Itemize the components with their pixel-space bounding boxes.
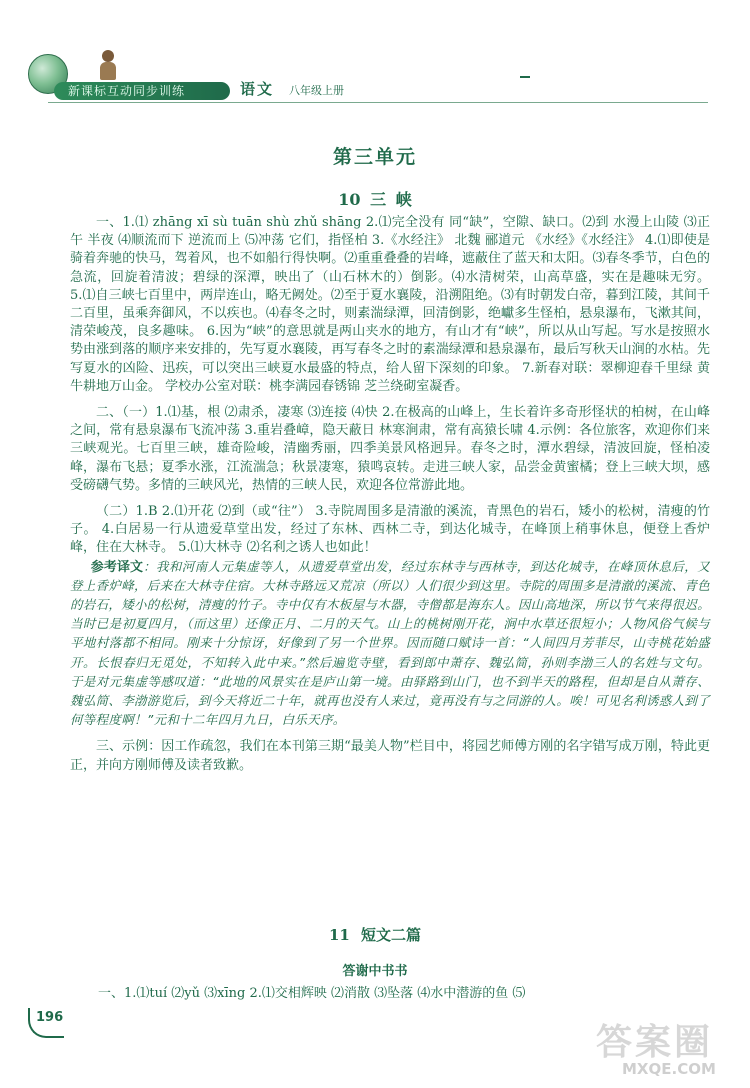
- series-title: 新课标互动同步训练: [54, 82, 230, 100]
- header-mark: [520, 76, 530, 78]
- answer-section-3: 三、示例：因工作疏忽，我们在本刊第三期“最美人物”栏目中，将园艺师傅方刚的名字错写成万刚，特此更正，并向方刚师傅及读者致歉。: [70, 739, 710, 773]
- header-divider: [48, 102, 708, 103]
- lesson-11-title: 11 短文二篇: [328, 926, 422, 944]
- answer-section-1: 一、1.⑴ zhāng xī sù tuān shù zhǔ shāng 2.⑴完全没有 同“缺”，空隙、缺口。⑵到 水漫上山陵 ⑶正午 半夜 ⑷顺流而下 逆流而上 ⑸冲荡 它们，指怪柏 3.《水经注》 北魏 郦道元 《水经》《水经注》 4.⑴即使是骑着奔驰的快马，驾着风，也不如船行得快啊。⑵重重叠叠的岩峰，遮蔽住了蓝天和太阳。⑶春冬季节，白色的急流，回旋着清波；碧绿的深潭，映出了（山石林木的）倒影。⑷水清树荣，山高草盛，实在是趣味无穷。 5.⑴自三峡七百里中，两岸连山，略无阙处。⑵至于夏水襄陵，沿溯阻绝。⑶有时朝发白帝，暮到江陵，其间千二百里，虽乘奔御风，不以疾也。⑷春冬之时，则素湍绿潭，回清倒影，绝巘多生怪柏，悬泉瀑布，飞漱其间，清荣峻茂，良多趣味。 6.因为“峡”的意思就是两山夹水的地方，有山才有“峡”，所以从山写起。写水是按照水势由涨到落的顺序来安排的，先写夏水襄陵，再写春冬之时的素湍绿潭和悬泉瀑布，最后写秋天山涧的水枯。先写夏水的凶险、迅疾，可以突出三峡夏水最盛的特点，给人留下深刻的印象。 7.新春对联：翠柳迎春千里绿 黄牛耕地万山金。 学校办公室对联：桃李满园春锈锦 芝兰绕砌室凝香。: [70, 215, 710, 394]
- page-number: 196: [36, 1010, 64, 1025]
- watermark-logo: [596, 1014, 746, 1084]
- watermark-url: MXQE.COM: [622, 1060, 716, 1078]
- subject-label: 语文: [240, 80, 275, 98]
- lesson-10-title: 10 三 峡: [338, 190, 412, 209]
- grade-label: 八年级上册: [289, 84, 344, 97]
- reference-translation: [70, 558, 710, 731]
- translation-text: ：我和河南人元集虚等人，从遗爱草堂出发，经过东林寺与西林寺，到达化城寺，在峰顶休息后，又登上香炉峰，后来在大林寺住宿。大林寺路远又荒凉（所以）人们很少到这里。寺院的周围多是清澈的溪流、青色的岩石，矮小的松树，清瘦的竹子。寺中仅有木板屋与木器，寺僧都是海东人。因山高地深，所以节气来得很迟。当时已是初夏四月，（而这里）还像正月、二月的天气。山上的桃树刚开花，涧中水草还很短小；人物风俗气候与平地村落都不相同。刚来十分惊讶，好像到了另一个世界。因而随口赋诗一首：“人间四月芳菲尽，山寺桃花始盛开。长恨春归无觅处，不知转入此中来。”然后遍览寺壁，看到郎中萧存、魏弘简，孙则李渤三人的名姓与文句。于是对元集虚等感叹道：“此地的风景实在是庐山第一境。由驿路到山门，也不到半天的路程，但却是自从萧存、魏弘简、李渤游览后，到今天将近二十年，就再也没有人来过，竟再没有与之同游的人。唉！可见名利诱惑人到了何等程度啊！”元和十二年四月九日，白乐天序。: [70, 558, 711, 728]
- translation-label: 参考译文: [90, 559, 144, 575]
- lesson-11-subtitle: 答谢中书书: [342, 964, 408, 979]
- unit-title: 第三单元: [332, 146, 417, 168]
- page-number-badge: [28, 1008, 64, 1038]
- answer-section-2-part-2: （二）1.B 2.⑴开花 ⑵到（或“往”） 3.寺院周围多是清澈的溪流，青黑色的岩石，矮小的松树，清瘦的竹子。 4.白居易一行从遗爱草堂出发，经过了东林、西林二寺，到达化城寺，在峰顶上稍事休息，便登上香炉峰，住在大林寺。 5.⑴大林寺 ⑵名利之诱人也如此！: [70, 504, 710, 556]
- answer-section-2-part-1: 二、（一）1.⑴基，根 ⑵肃杀，凄寒 ⑶连接 ⑷快 2.在极高的山峰上，生长着许多奇形怪状的柏树，在山峰之间，常有悬泉瀑布飞流冲荡 3.重岩叠嶂，隐天蔽日 林寒涧肃，常有高猿长啸 4.示例：各位旅客，欢迎你们来三峡观光。七百里三峡，雄奇险峻，清幽秀丽，四季美景风格迥异。春冬之时，潭水碧绿，清波回旋，怪柏凌峰，瀑布飞悬；夏季水涨，江流湍急；秋景凄寒，猿鸣哀转。走进三峡人家，品尝金黄蜜橘；登上三峡大坝，感受磅礴气势。多情的三峡风光，热情的三峡人民，欢迎各位常游此地。: [70, 405, 710, 493]
- lesson-11-first-line: 一、1.⑴tuí ⑵yǔ ⑶xīng 2.⑴交相辉映 ⑵消散 ⑶坠落 ⑷水中潜游的鱼 ⑸: [98, 986, 526, 1001]
- watermark-text: 答案圈: [596, 1022, 714, 1063]
- page-header: [18, 46, 538, 102]
- student-figure-icon: [98, 50, 120, 86]
- lesson-10-answers: [70, 214, 710, 775]
